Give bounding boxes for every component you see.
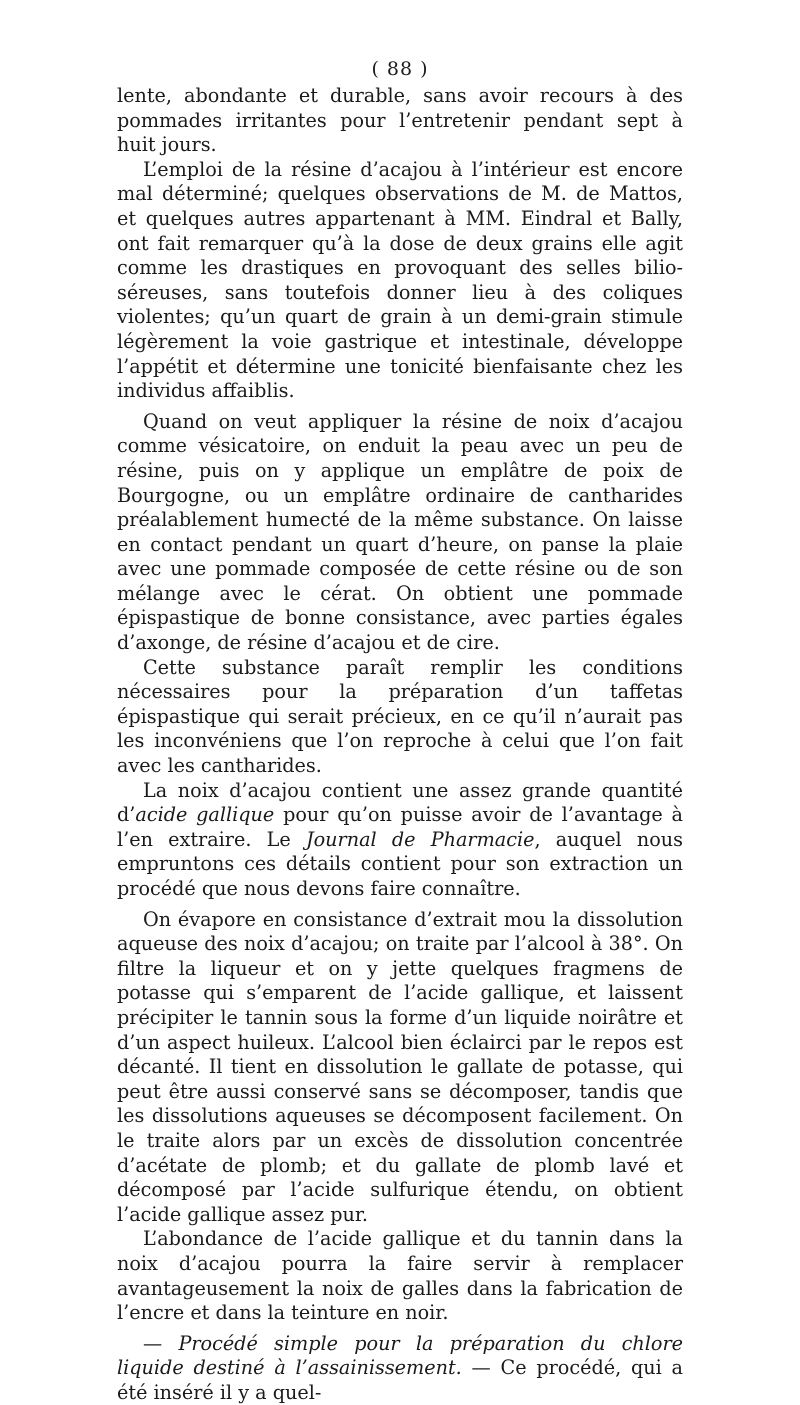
paragraph-abundance: L’abondance de l’acide gallique et du tannin dans la noix d’acajou pourra la faire servir à remplacer avantageusement la noix de galles dans la fabrication de l’encre et dans la teinture en noir. — [117, 1227, 683, 1325]
paragraph-gallic-acid-text-e: , auquel nous empruntons ces détails contient pour son extraction un procédé que nous devons faire connaître. — [117, 827, 684, 900]
paragraph-gallic-acid-text-c: pour qu’on puisse avoir de l’avantage à l’en extraire. Le — [117, 803, 683, 851]
paragraph-internal-use: L’emploi de la résine d’acajou à l’intérieur est encore mal déterminé; quelques observations de M. de Mattos, et quelques autres appartenant à MM. Eindral et Bally, ont fait remarquer qu’à la dose de deux grains elle agit comme les drastiques en provoquant des selles bilio-séreuses, sans toutefois donner lieu à des coliques violentes; qu’un quart de grain à un demi-grain stimule légèrement la voie gastrique et intestinale, développe l’appétit et détermine une tonicité bienfaisante chez les individus affaiblis. — [117, 157, 683, 403]
dash-open: — — [143, 1331, 179, 1355]
paragraph-gallic-acid — [117, 779, 683, 902]
paragraph-procedure: On évapore en consistance d’extrait mou la dissolution aqueuse des noix d’acajou; on traite par l’alcool à 38°. On filtre la liqueur et on y jette quelques fragmens de potasse qui s’emparent de l’acide gallique, et laissent précipiter le tannin sous la forme d’un liquide noirâtre et d’un aspect huileux. L’alcool bien éclairci par le repos est décanté. Il tient en dissolution le gallate de potasse, qui peut être aussi conservé sans se décomposer, tandis que les dissolutions aqueuses se décomposent facilement. On le traite alors par un excès de dissolution concentrée d’acétate de plomb; et du gallate de plomb lavé et décomposé par l’acide sulfurique étendu, on obtient l’acide gallique assez pur. — [117, 907, 683, 1226]
paragraph-gallic-acid-text-a: La noix d’acajou contient une assez grande quantité d’ — [117, 778, 683, 827]
page-number: ( 88 ) — [371, 58, 429, 80]
paragraph-chlore-heading — [117, 1332, 683, 1405]
paragraph-taffetas: Cette substance paraît remplir les conditions nécessaires pour la préparation d’un taffetas épispastique qui serait précieux, en ce qu’il n’aurait pas les inconvéniens que l’on reproche à celui que l’on fait avec les cantharides. — [117, 655, 683, 778]
paragraph-vesicatory: Quand on veut appliquer la résine de noix d’acajou comme vésicatoire, on enduit la peau avec un peu de résine, puis on y applique un emplâtre de poix de Bourgogne, ou un emplâtre ordinaire de cantharides préalablement humecté de la même substance. On laisse en contact pendant un quart d’heure, on panse la plaie avec une pommade composée de cette résine ou de son mélange avec le cérat. On obtient une pommade épispastique de bonne consistance, avec parties égales d’axonge, de résine d’acajou et de cire. — [117, 409, 683, 655]
journal-title: Journal de Pharmacie — [305, 827, 535, 851]
paragraph-continuation: lente, abondante et durable, sans avoir recours à des pommades irritantes pour l’entretenir pendant sept à huit jours. — [117, 84, 683, 157]
body-text — [117, 84, 683, 1405]
section-title-chlore: Procédé simple pour la préparation du chlore liquide destiné à l’assainissement. — [117, 1331, 683, 1380]
term-acide-gallique: acide gallique — [135, 803, 275, 827]
paragraph-chlore-text: — Ce procédé, qui a été inséré il y a quel- — [117, 1356, 683, 1404]
